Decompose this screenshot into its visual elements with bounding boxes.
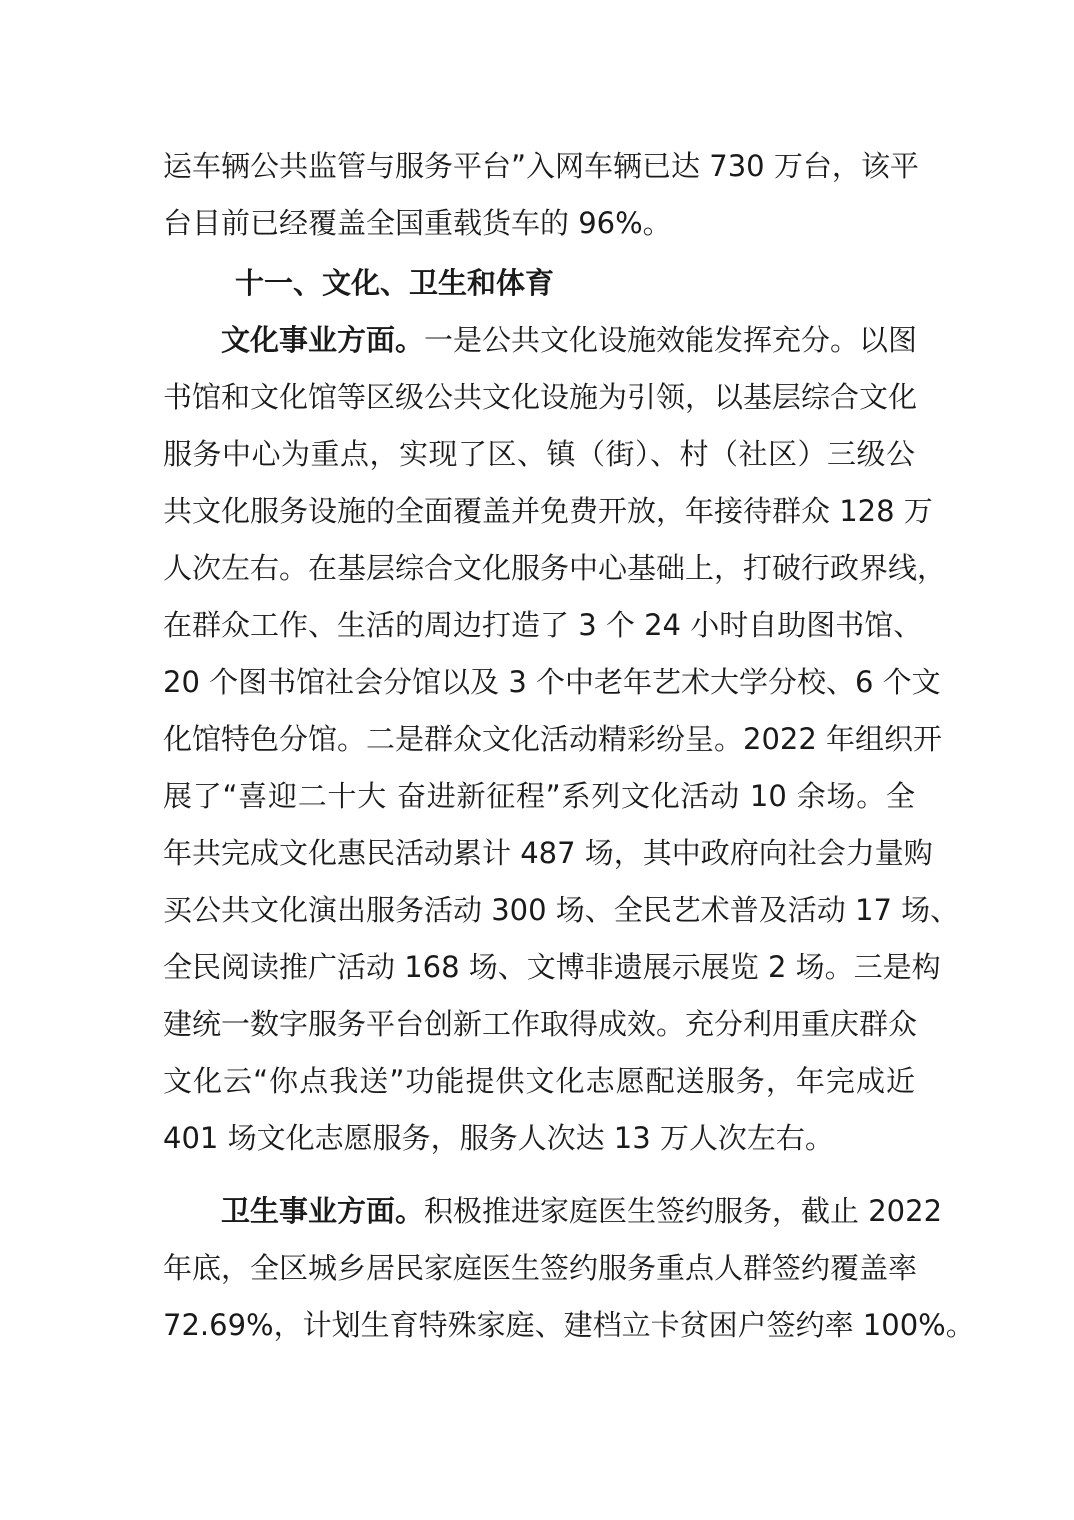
culture-line: 建统一数字服务平台创新工作取得成效。充分利用重庆群众 <box>163 1007 918 1041</box>
culture-line: 书馆和文化馆等区级公共文化设施为引领，以基层综合文化 <box>163 380 918 414</box>
health-line: 72.69%，计划生育特殊家庭、建档立卡贫困户签约率 100%。 <box>163 1308 975 1342</box>
culture-line: 买公共文化演出服务活动 300 场、全民艺术普及活动 17 场、 <box>163 893 960 927</box>
culture-line: 20 个图书馆社会分馆以及 3 个中老年艺术大学分校、6 个文 <box>163 665 941 699</box>
culture-line: 文化云“你点我送”功能提供文化志愿配送服务，年完成近 <box>163 1064 915 1098</box>
culture-line: 化馆特色分馆。二是群众文化活动精彩纷呈。2022 年组织开 <box>163 722 943 756</box>
culture-lead: 文化事业方面。 <box>221 323 425 357</box>
paragraph-gap <box>163 1167 915 1183</box>
health-line-1-rest: 积极推进家庭医生签约服务，截止 2022 <box>424 1194 943 1228</box>
culture-line: 共文化服务设施的全面覆盖并免费开放，年接待群众 128 万 <box>163 494 933 528</box>
health-lead: 卫生事业方面。 <box>221 1194 425 1228</box>
intro-line-1: 运车辆公共监管与服务平台”入网车辆已达 730 万台，该平 <box>163 149 919 183</box>
culture-line: 全民阅读推广活动 168 场、文博非遗展示展览 2 场。三是构 <box>163 950 941 984</box>
culture-line: 年共完成文化惠民活动累计 487 场，其中政府向社会力量购 <box>163 836 933 870</box>
culture-line: 在群众工作、生活的周边打造了 3 个 24 小时自助图书馆、 <box>163 608 923 642</box>
intro-line-2: 台目前已经覆盖全国重载货车的 96%。 <box>163 206 672 240</box>
culture-line-1-rest: 一是公共文化设施效能发挥充分。以图 <box>424 323 918 357</box>
culture-line-last: 401 场文化志愿服务，服务人次达 13 万人次左右。 <box>163 1121 834 1155</box>
culture-line: 服务中心为重点，实现了区、镇（街）、村（社区）三级公 <box>163 437 915 471</box>
culture-line-1 <box>163 312 918 369</box>
health-line: 年底，全区城乡居民家庭医生签约服务重点人群签约覆盖率 <box>163 1251 918 1285</box>
culture-line: 展了“喜迎二十大 奋进新征程”系列文化活动 10 余场。全 <box>163 779 915 813</box>
section-heading: 十一、文化、卫生和体育 <box>235 266 555 300</box>
document-page <box>163 138 975 1354</box>
culture-line: 人次左右。在基层综合文化服务中心基础上，打破行政界线， <box>163 551 947 585</box>
health-line-1 <box>163 1183 943 1240</box>
